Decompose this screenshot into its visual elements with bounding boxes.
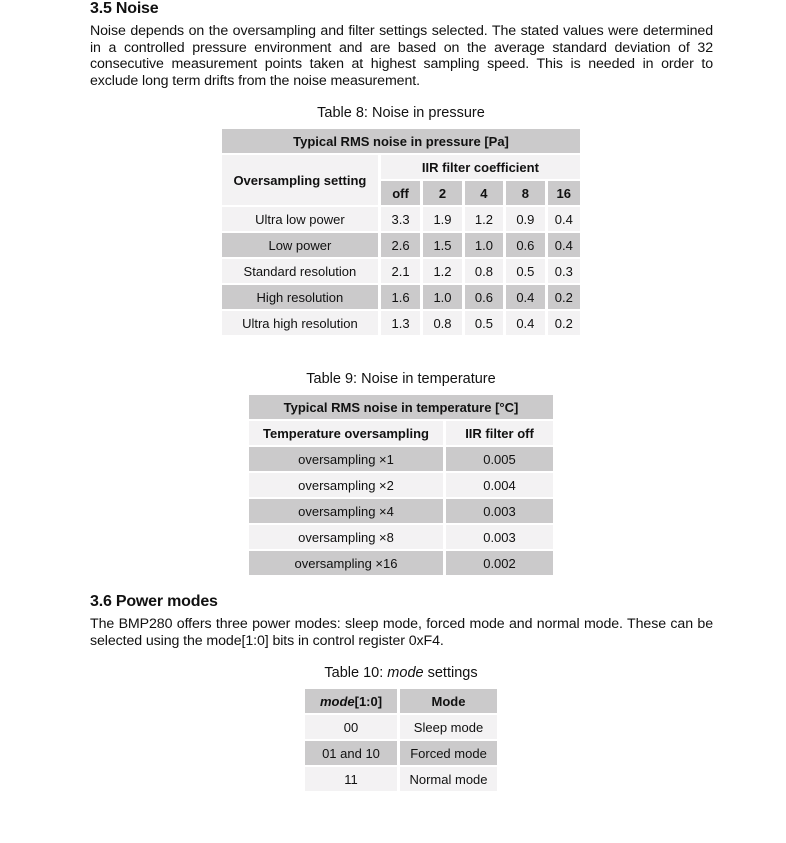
- cell: 1.3: [381, 311, 420, 335]
- mode-settings-table: [302, 687, 500, 793]
- cell: 0.5: [506, 259, 544, 283]
- cell: 0.4: [506, 285, 544, 309]
- noise-paragraph: Noise depends on the oversampling and filter settings selected. The stated values were determined in a controlled pressure environment and are based on the average standard deviation of 32 consecutive measurement points taken at highest sampling speed. This is needed in order to exclude long term drifts from the noise measurement.: [90, 23, 713, 90]
- table-row: [305, 767, 497, 791]
- cell: 0.3: [548, 259, 580, 283]
- table8-group-header: IIR filter coefficient: [381, 155, 580, 179]
- cell: 0.8: [465, 259, 503, 283]
- cell: 0.003: [446, 499, 553, 523]
- table8-col-header: 16: [548, 181, 580, 205]
- cell: 0.004: [446, 473, 553, 497]
- row-label: oversampling ×16: [249, 551, 443, 575]
- row-label: High resolution: [222, 285, 378, 309]
- row-label: oversampling ×4: [249, 499, 443, 523]
- table-row: [305, 715, 497, 739]
- row-label: oversampling ×1: [249, 447, 443, 471]
- cell-mode: Normal mode: [400, 767, 497, 791]
- cell: 0.4: [506, 311, 544, 335]
- cell-bits: 11: [305, 767, 397, 791]
- cell: 2.1: [381, 259, 420, 283]
- table8-col-header: off: [381, 181, 420, 205]
- cell: 0.9: [506, 207, 544, 231]
- table8-title: Typical RMS noise in pressure [Pa]: [222, 129, 580, 153]
- table-row: [249, 447, 553, 471]
- table-row: [249, 499, 553, 523]
- table-row: [249, 473, 553, 497]
- section-heading-noise: 3.5 Noise: [90, 0, 159, 17]
- power-modes-paragraph: The BMP280 offers three power modes: sleep mode, forced mode and normal mode. These can be selected using the mode[1:0] bits in control register 0xF4.: [90, 616, 713, 649]
- table9-col2-header: IIR filter off: [446, 421, 553, 445]
- cell-bits: 00: [305, 715, 397, 739]
- cell: 0.2: [548, 285, 580, 309]
- table-row: [222, 285, 580, 309]
- row-label: Standard resolution: [222, 259, 378, 283]
- cell: 0.6: [465, 285, 503, 309]
- cell: 0.5: [465, 311, 503, 335]
- cell: 0.4: [548, 207, 580, 231]
- table-row: [222, 259, 580, 283]
- cell: 0.002: [446, 551, 553, 575]
- noise-temperature-table: [246, 393, 556, 577]
- cell: 3.3: [381, 207, 420, 231]
- cell: 1.6: [381, 285, 420, 309]
- table9-caption: Table 9: Noise in temperature: [306, 371, 496, 387]
- cell: 0.4: [548, 233, 580, 257]
- section-heading-power-modes: 3.6 Power modes: [90, 593, 218, 610]
- cell: 0.2: [548, 311, 580, 335]
- table-row: [222, 311, 580, 335]
- cell: 1.5: [423, 233, 461, 257]
- noise-pressure-table: [219, 127, 583, 337]
- table-row: [222, 207, 580, 231]
- cell: 0.8: [423, 311, 461, 335]
- table8-col-header: 8: [506, 181, 544, 205]
- cell: 1.0: [423, 285, 461, 309]
- cell: 0.003: [446, 525, 553, 549]
- table-row: [305, 741, 497, 765]
- table10-col2-header: Mode: [400, 689, 497, 713]
- cell: 0.6: [506, 233, 544, 257]
- table8-caption: Table 8: Noise in pressure: [317, 105, 485, 121]
- cell: 1.0: [465, 233, 503, 257]
- cell: 2.6: [381, 233, 420, 257]
- row-label: Ultra low power: [222, 207, 378, 231]
- cell: 1.2: [423, 259, 461, 283]
- table10-caption: Table 10: mode settings: [324, 665, 478, 681]
- table-row: [249, 525, 553, 549]
- table8-col-header: 2: [423, 181, 461, 205]
- row-label: oversampling ×2: [249, 473, 443, 497]
- table9-title: Typical RMS noise in temperature [°C]: [249, 395, 553, 419]
- table-row: [249, 551, 553, 575]
- cell-mode: Forced mode: [400, 741, 497, 765]
- cell: 1.2: [465, 207, 503, 231]
- table10-col1-header: mode[1:0]: [305, 689, 397, 713]
- row-label: oversampling ×8: [249, 525, 443, 549]
- table8-col-header: 4: [465, 181, 503, 205]
- cell: 0.005: [446, 447, 553, 471]
- caption-mode-italic: mode: [387, 665, 424, 681]
- cell-bits: 01 and 10: [305, 741, 397, 765]
- row-label: Low power: [222, 233, 378, 257]
- row-label: Ultra high resolution: [222, 311, 378, 335]
- table-row: [222, 233, 580, 257]
- table9-col1-header: Temperature oversampling: [249, 421, 443, 445]
- cell-mode: Sleep mode: [400, 715, 497, 739]
- table8-row-header: Oversampling setting: [222, 155, 378, 205]
- cell: 1.9: [423, 207, 461, 231]
